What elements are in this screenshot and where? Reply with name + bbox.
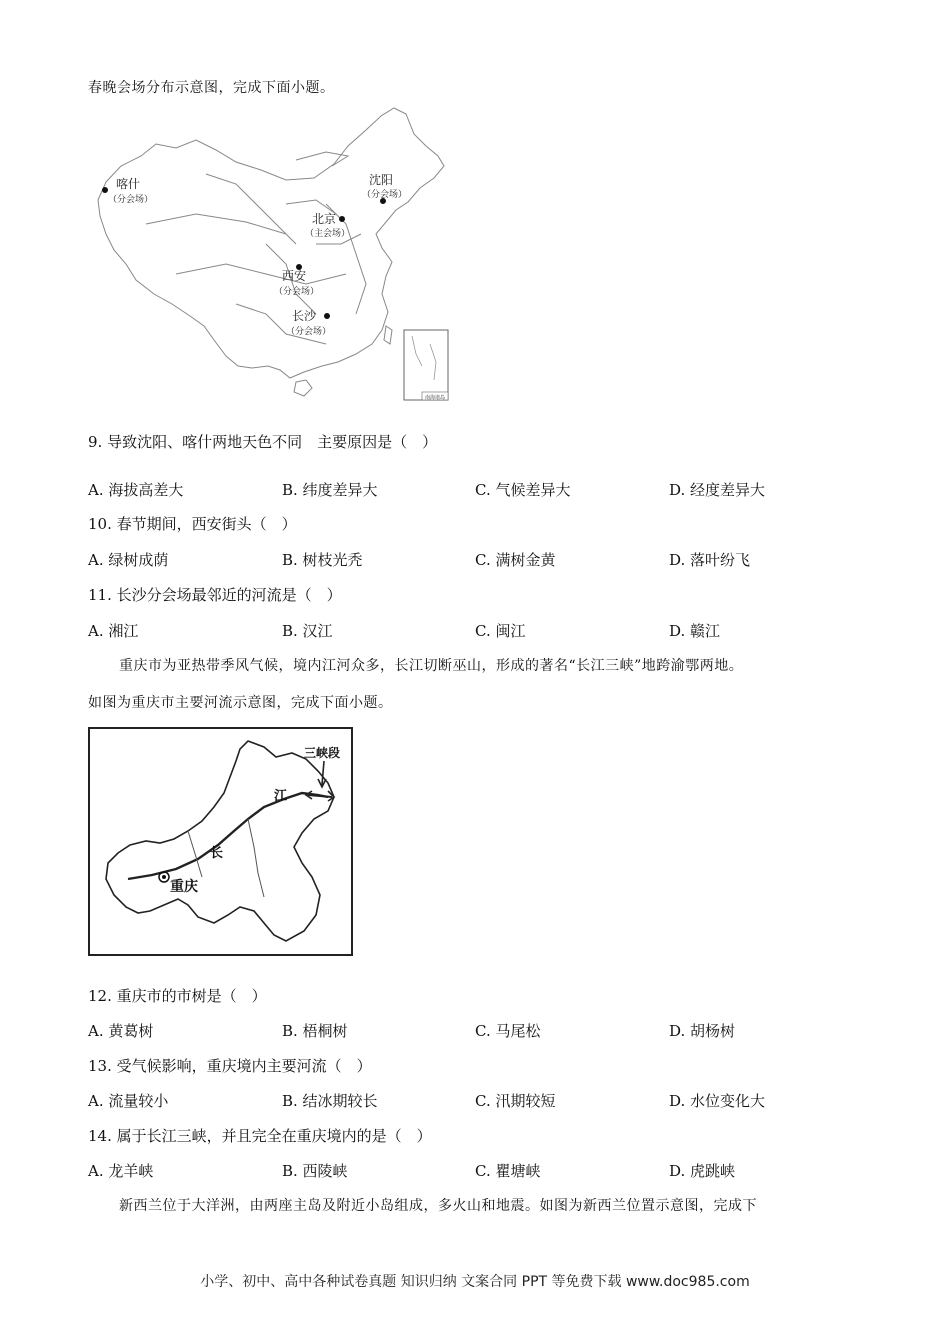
china-venue-map <box>86 104 452 404</box>
shenyang-sub: （分会场） <box>362 190 408 200</box>
intro-text-2-line-1: 重庆市为亚热带季风气候，境内江河众多，长江切断巫山，形成的著名“长江三峡”地跨渝鄂两地。 <box>119 658 744 674</box>
question-13-option-c: C. 汛期较短 <box>475 1092 556 1110</box>
question-10-option-d: D. 落叶纷飞 <box>669 551 751 569</box>
sanxia-label: 三峡段 <box>304 746 341 760</box>
question-14-option-d: D. 虎跳峡 <box>669 1162 736 1180</box>
page-footer: 小学、初中、高中各种试卷真题 知识归纳 文案合同 PPT 等免费下载 www.doc985.com <box>200 1274 750 1290</box>
question-14-stem: 14. 属于长江三峡，并且完全在重庆境内的是（ ） <box>88 1127 432 1145</box>
kashgar-dot <box>102 187 108 193</box>
question-11-stem: 11. 长沙分会场最邻近的河流是（ ） <box>88 586 342 604</box>
question-12-option-c: C. 马尾松 <box>475 1022 541 1040</box>
question-11-option-a: A. 湘江 <box>88 622 139 640</box>
chongqing-river-map <box>88 727 354 957</box>
inset-label: 南海诸岛 <box>424 395 446 401</box>
question-9-option-c: C. 气候差异大 <box>475 481 571 499</box>
question-9-option-b: B. 纬度差异大 <box>282 481 378 499</box>
question-12-option-a: A. 黄葛树 <box>88 1022 154 1040</box>
changsha-sub: （分会场） <box>286 327 332 337</box>
intro-text-2-line-2: 如图为重庆市主要河流示意图，完成下面小题。 <box>88 695 393 711</box>
question-9-option-d: D. 经度差异大 <box>669 481 766 499</box>
question-11-option-c: C. 闽江 <box>475 622 526 640</box>
beijing-name: 北京 <box>312 212 337 226</box>
changsha-dot <box>324 313 330 319</box>
question-9-option-a: A. 海拔高差大 <box>88 481 184 499</box>
beijing-sub: （主会场） <box>305 229 351 239</box>
question-10-option-a: A. 绿树成荫 <box>88 551 169 569</box>
changsha-name: 长沙 <box>292 309 317 323</box>
question-13-option-b: B. 结冰期较长 <box>282 1092 378 1110</box>
beijing-dot <box>339 216 345 222</box>
chang-label: 长 <box>210 846 224 861</box>
question-10-option-c: C. 满树金黄 <box>475 551 556 569</box>
question-10-stem: 10. 春节期间，西安街头（ ） <box>88 515 297 533</box>
xian-name: 西安 <box>282 269 307 283</box>
question-11-option-b: B. 汉江 <box>282 622 333 640</box>
shenyang-name: 沈阳 <box>369 173 394 187</box>
question-10-option-b: B. 树枝光秃 <box>282 551 363 569</box>
question-14-option-c: C. 瞿塘峡 <box>475 1162 541 1180</box>
south-sea-inset <box>404 330 448 400</box>
intro-text-1: 春晚会场分布示意图，完成下面小题。 <box>88 80 335 96</box>
kashgar-sub: （分会场） <box>108 195 154 205</box>
question-9-stem: 9. 导致沈阳、喀什两地天色不同 主要原因是（ ） <box>88 433 438 451</box>
jiang-label: 江 <box>274 789 288 804</box>
question-13-stem: 13. 受气候影响，重庆境内主要河流（ ） <box>88 1057 372 1075</box>
kashgar-name: 喀什 <box>116 177 141 191</box>
question-13-option-a: A. 流量较小 <box>88 1092 169 1110</box>
question-12-option-d: D. 胡杨树 <box>669 1022 736 1040</box>
question-11-option-d: D. 赣江 <box>669 622 721 640</box>
xian-sub: （分会场） <box>274 287 320 297</box>
question-14-option-a: A. 龙羊峡 <box>88 1162 154 1180</box>
question-12-stem: 12. 重庆市的市树是（ ） <box>88 987 267 1005</box>
question-13-option-d: D. 水位变化大 <box>669 1092 766 1110</box>
question-14-option-b: B. 西陵峡 <box>282 1162 348 1180</box>
question-12-option-b: B. 梧桐树 <box>282 1022 348 1040</box>
chongqing-label: 重庆 <box>170 879 198 895</box>
intro-text-3: 新西兰位于大洋洲，由两座主岛及附近小岛组成，多火山和地震。如图为新西兰位置示意图，完成下 <box>119 1198 757 1214</box>
